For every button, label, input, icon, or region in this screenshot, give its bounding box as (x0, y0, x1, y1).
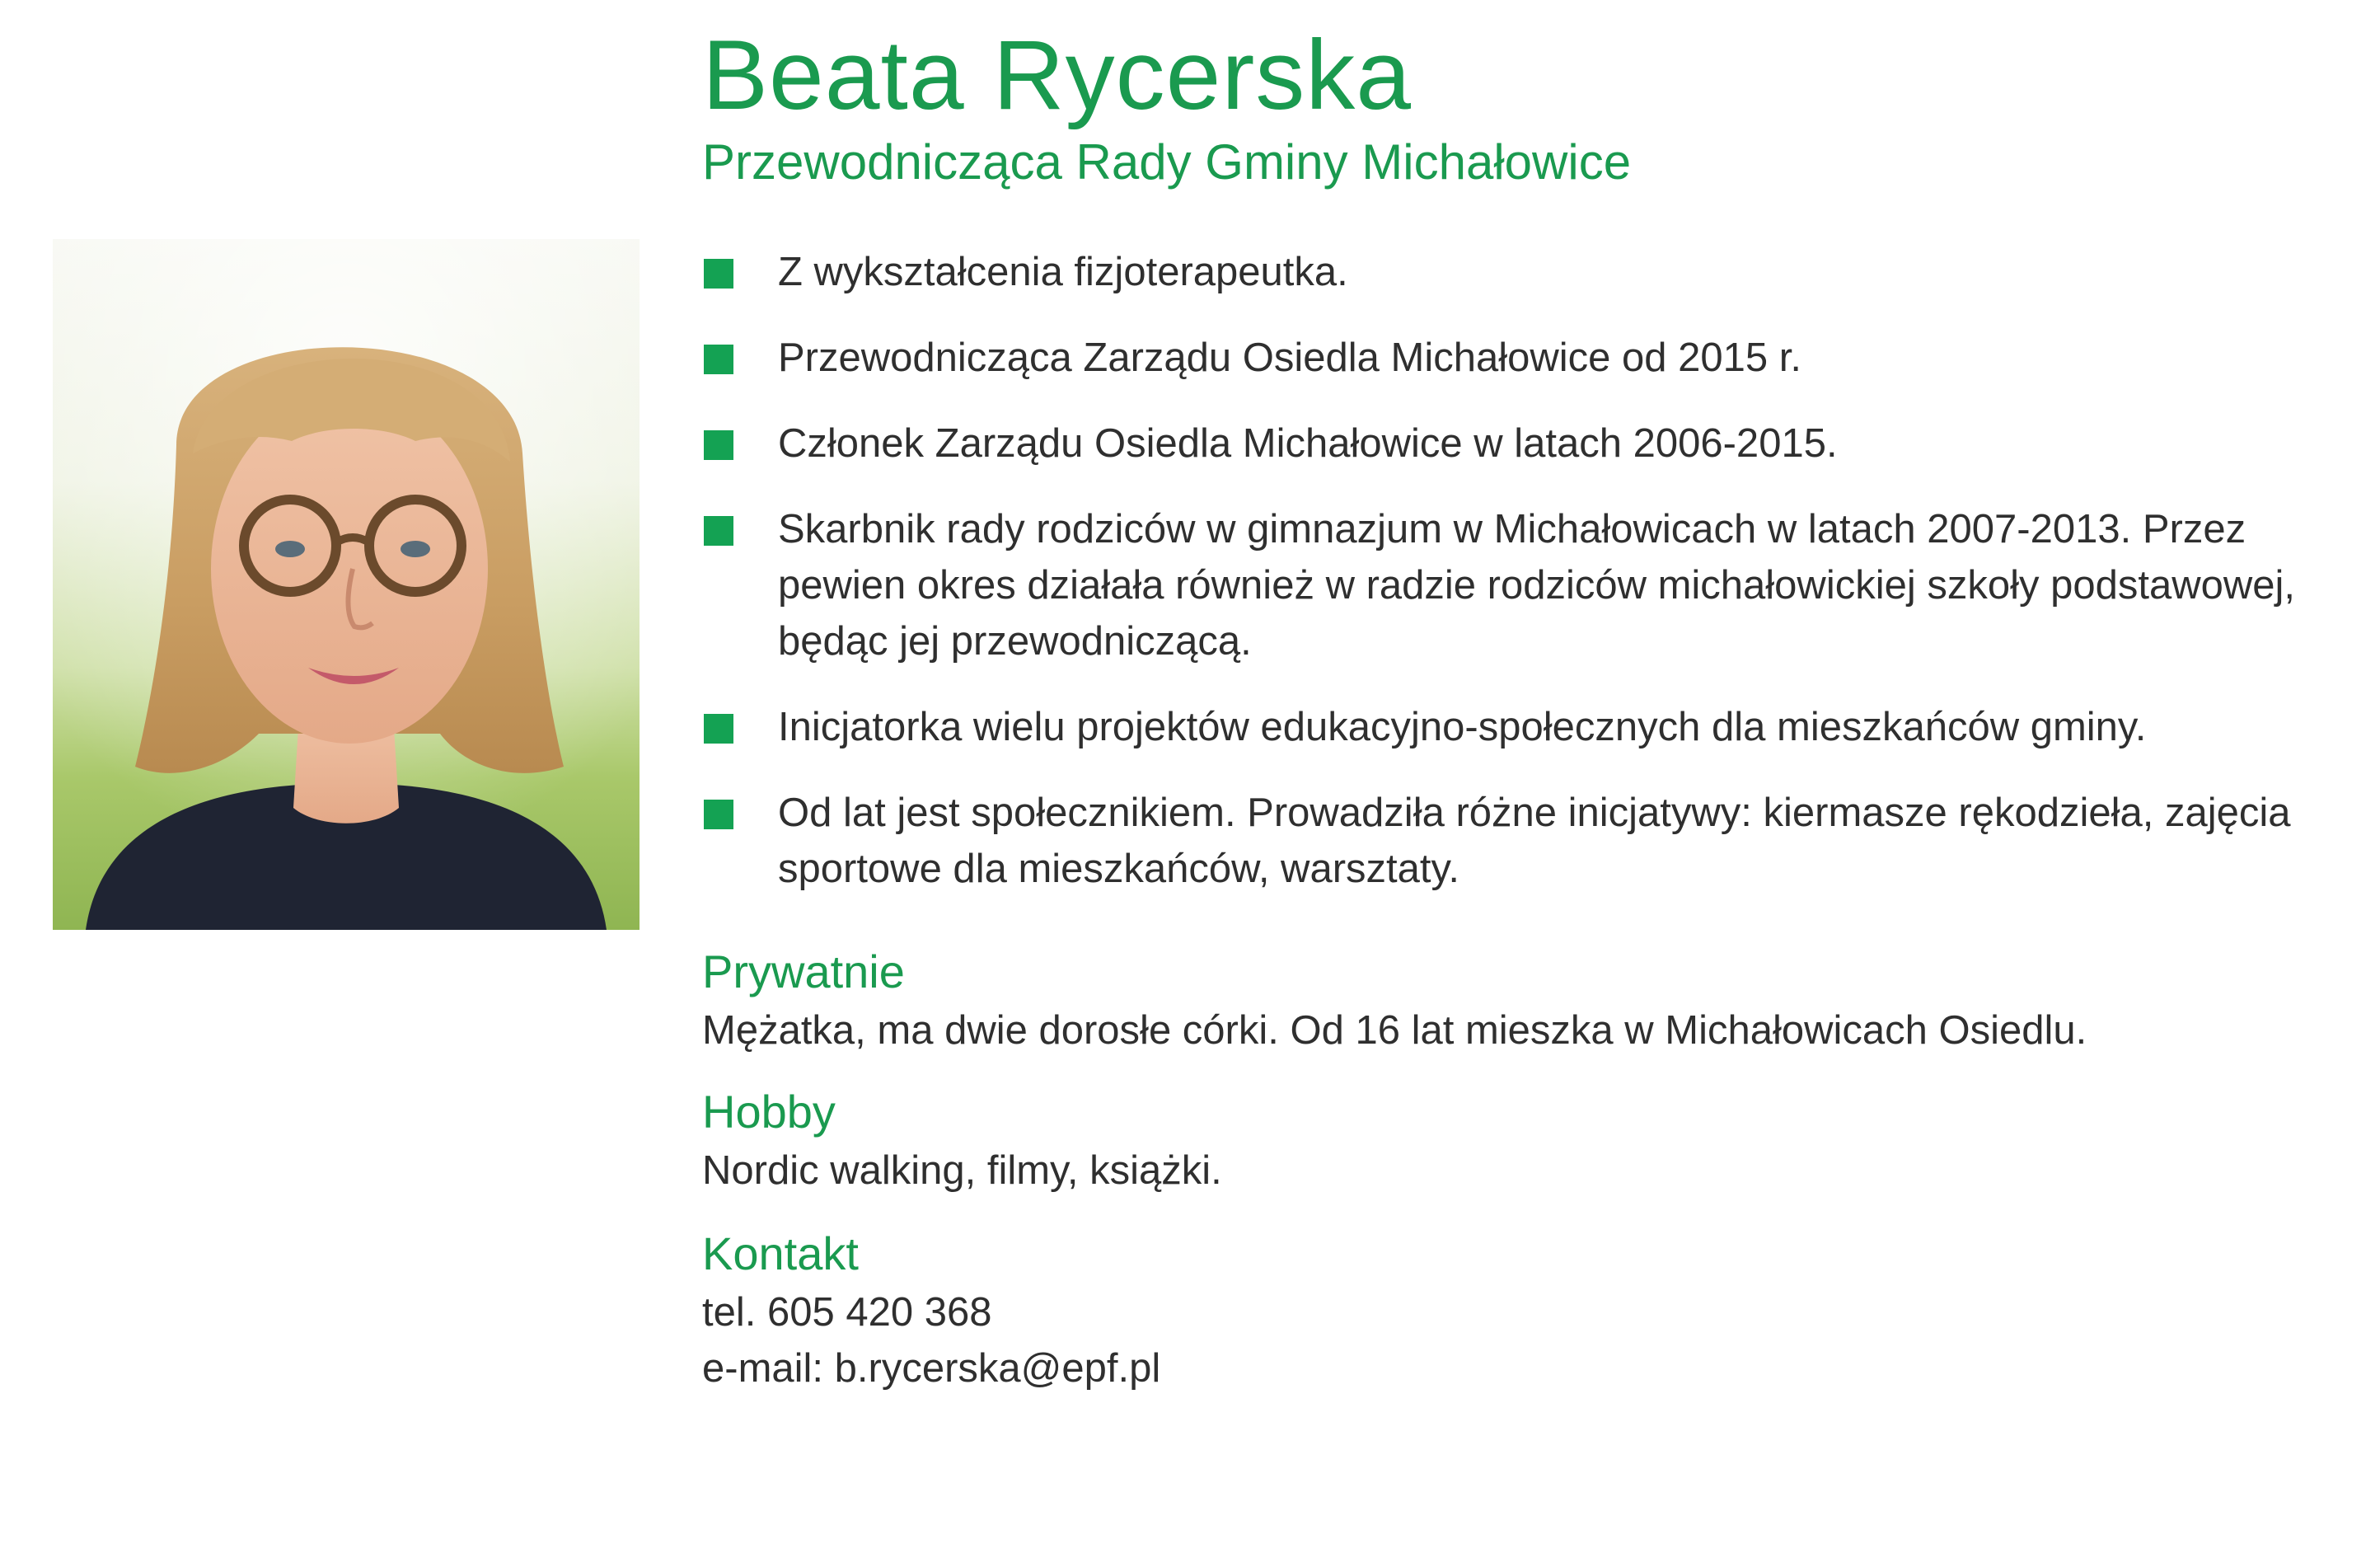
bio-bullet: Od lat jest społecznikiem. Prowadziła różne inicjatywy: kiermasze rękodzieła, zajęcia sportowe dla mieszkańców, warsztaty. (702, 785, 2342, 897)
square-bullet-icon (704, 259, 733, 289)
hobby-heading: Hobby (702, 1086, 836, 1138)
bio-bullet: Członek Zarządu Osiedla Michałowice w latach 2006-2015. (702, 415, 2342, 472)
contact-phone: tel. 605 420 368 (702, 1290, 992, 1335)
square-bullet-icon (704, 516, 733, 546)
bio-bullet-list (702, 244, 2342, 927)
square-bullet-icon (704, 430, 733, 460)
contact-section (702, 1227, 2342, 1396)
bio-bullet: Inicjatorka wielu projektów edukacyjno-społecznych dla mieszkańców gminy. (702, 699, 2342, 755)
private-section (702, 945, 2342, 1058)
private-text: Mężatka, ma dwie dorosłe córki. Od 16 lat mieszka w Michałowicach Osiedlu. (702, 1008, 2087, 1053)
portrait-illustration (53, 239, 640, 930)
contact-heading: Kontakt (702, 1227, 859, 1279)
bio-bullet: Z wykształcenia fizjoterapeutka. (702, 244, 2342, 300)
bio-bullet: Przewodnicząca Zarządu Osiedla Michałowice od 2015 r. (702, 330, 2342, 386)
hobby-text: Nordic walking, filmy, książki. (702, 1148, 1222, 1193)
person-name: Beata Rycerska (702, 20, 1413, 130)
square-bullet-icon (704, 345, 733, 374)
hobby-section (702, 1085, 2342, 1199)
square-bullet-icon (704, 800, 733, 829)
profile-content (702, 20, 2342, 1391)
contact-email: e-mail: b.rycerska@epf.pl (702, 1346, 1161, 1391)
person-role: Przewodnicząca Rady Gminy Michałowice (702, 134, 1632, 190)
private-heading: Prywatnie (702, 946, 905, 997)
square-bullet-icon (704, 714, 733, 744)
bio-bullet: Skarbnik rady rodziców w gimnazjum w Michałowicach w latach 2007-2013. Przez pewien okres działała również w radzie rodziców michałowickiej szkoły podstawowej, będąc jej przewodniczącą. (702, 501, 2342, 669)
portrait-photo (53, 239, 640, 930)
